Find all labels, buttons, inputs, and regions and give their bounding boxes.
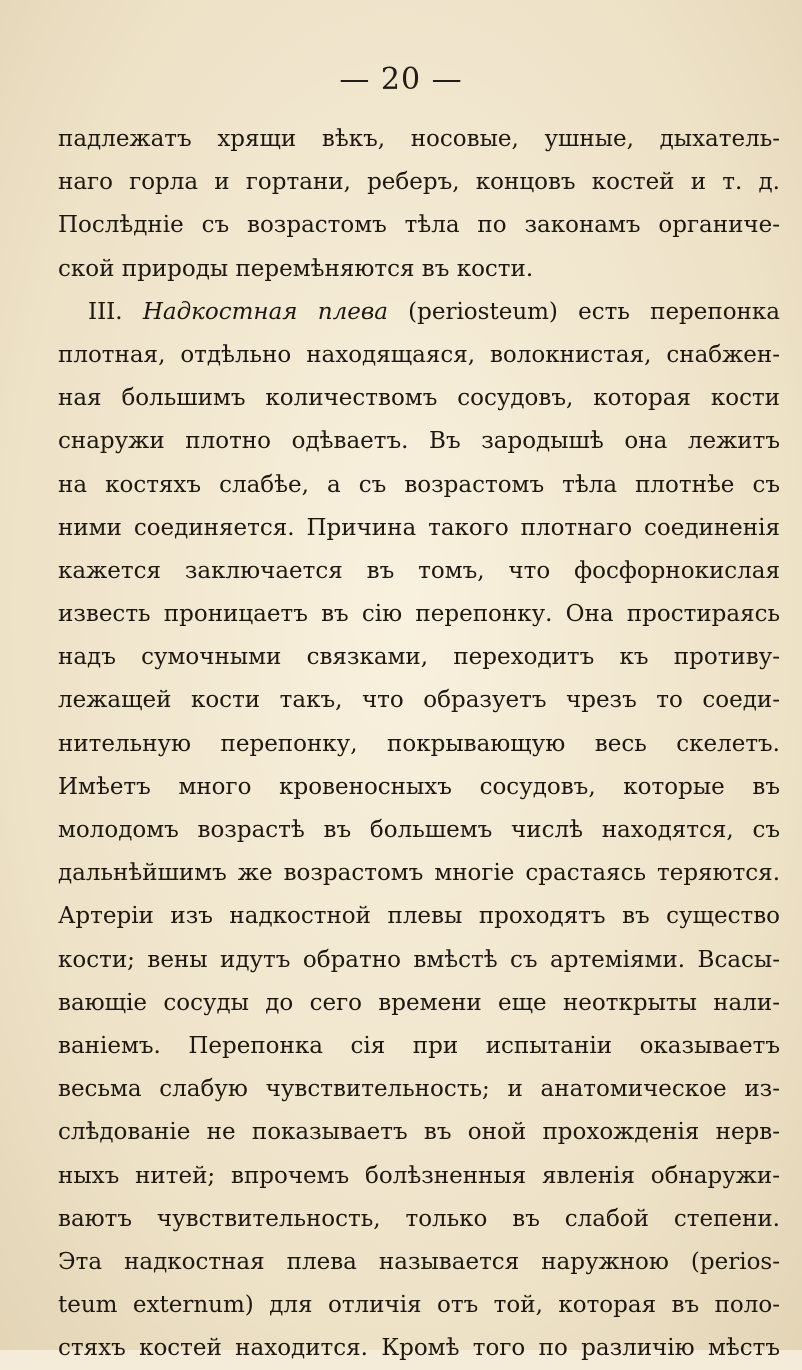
section-heading-italic: Надкостная плева	[142, 298, 388, 325]
line-text: teum externum) для отличія отъ той, которая въ поло-	[58, 1292, 780, 1319]
line-text: кости; вены идутъ обратно вмѣстѣ съ артеміями. Всасы-	[58, 946, 780, 973]
text-line	[58, 291, 780, 334]
line-text: (periosteum) есть перепонка	[387, 298, 780, 325]
line-text: кажется заключается въ томъ, что фосфорнокислая	[58, 557, 780, 584]
line-text: падлежатъ хрящи вѣкъ, носовые, ушные, дыхатель-	[58, 126, 780, 152]
text-line	[58, 1155, 780, 1198]
line-text: на костяхъ слабѣе, а съ возрастомъ тѣла плотнѣе съ	[58, 471, 780, 498]
text-line	[58, 939, 780, 982]
section-number: III.	[88, 298, 143, 325]
line-text: ваніемъ. Перепонка сія при испытаніи оказываетъ	[58, 1032, 780, 1059]
line-text: Имѣетъ много кровеносныхъ сосудовъ, которые въ	[58, 773, 780, 800]
line-text: Послѣдніе съ возрастомъ тѣла по законамъ органиче-	[58, 212, 780, 239]
text-line	[58, 593, 780, 636]
text-line	[58, 507, 780, 550]
line-text: лежащей кости такъ, что образуетъ чрезъ то соеди-	[58, 687, 780, 714]
line-text: стяхъ костей находится. Кромѣ того по различію мѣстъ	[58, 1335, 780, 1362]
text-line	[58, 1111, 780, 1154]
text-line	[58, 420, 780, 463]
text-line	[58, 334, 780, 377]
text-line	[58, 161, 780, 204]
line-text: ная большимъ количествомъ сосудовъ, которая кости	[58, 385, 780, 412]
text-line	[58, 895, 780, 938]
line-text: дальнѣйшимъ же возрастомъ многіе срастаясь теряются.	[58, 860, 780, 887]
text-line	[58, 982, 780, 1025]
line-text: Артеріи изъ надкостной плевы проходятъ въ существо	[58, 903, 780, 930]
text-line	[58, 852, 780, 895]
line-text: ныхъ нитей; впрочемъ болѣзненныя явленія обнаружи-	[58, 1162, 780, 1189]
line-text: наго горла и гортани, реберъ, концовъ костей и т. д.	[58, 169, 780, 196]
line-text: ваютъ чувствительность, только въ слабой степени.	[58, 1205, 780, 1232]
line-text: нительную перепонку, покрывающую весь скелетъ.	[58, 730, 780, 757]
text-line	[58, 550, 780, 593]
line-text: надъ сумочными связками, переходитъ къ противу-	[58, 644, 780, 671]
text-line	[58, 377, 780, 420]
text-line	[58, 679, 780, 722]
line-text: известь проницаетъ въ сію перепонку. Она простираясь	[58, 601, 780, 628]
page-number: — 20 —	[339, 62, 463, 97]
text-line	[58, 809, 780, 852]
text-line	[58, 1068, 780, 1111]
line-text: снаружи плотно одѣваетъ. Въ зародышѣ она лежитъ	[58, 428, 780, 455]
line-text: плотная, отдѣльно находящаяся, волокнистая, снабжен-	[58, 341, 780, 368]
text-line	[58, 766, 780, 809]
text-line	[58, 1327, 780, 1370]
text-line	[58, 1025, 780, 1068]
text-line	[58, 1198, 780, 1241]
text-line	[58, 1241, 780, 1284]
text-line	[58, 118, 780, 161]
text-line	[58, 723, 780, 766]
line-text: молодомъ возрастѣ въ большемъ числѣ находятся, съ	[58, 817, 780, 843]
line-text: весьма слабую чувствительность; и анатомическое из-	[58, 1076, 780, 1103]
line-text: вающіе сосуды до сего времени еще неоткрыты нали-	[58, 989, 780, 1016]
line-text: слѣдованіе не показываетъ въ оной прохожденія нерв-	[58, 1119, 780, 1146]
text-line	[58, 248, 780, 291]
line-text: ской природы перемѣняются въ кости.	[58, 255, 534, 282]
text-line	[58, 1284, 780, 1327]
text-line	[58, 204, 780, 247]
text-line	[58, 464, 780, 507]
line-text: Эта надкостная плева называется наружною (perios-	[58, 1248, 780, 1275]
text-line	[58, 636, 780, 679]
line-text: ними соединяется. Причина такого плотнаго соединенія	[58, 514, 780, 541]
body-text	[58, 118, 780, 1370]
